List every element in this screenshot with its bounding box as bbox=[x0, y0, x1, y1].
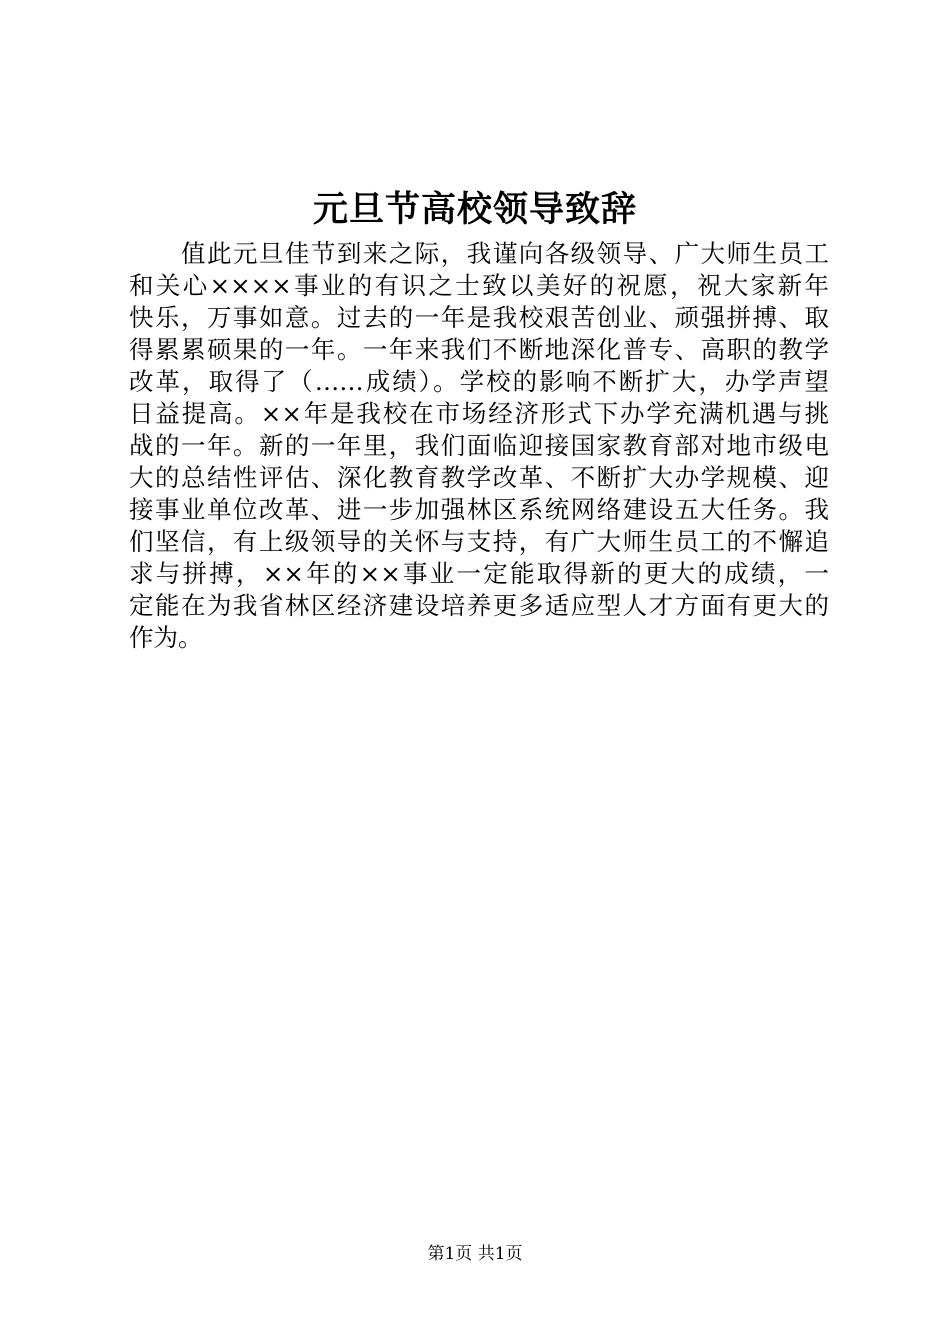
body-line: 接事业单位改革、进一步加强林区系统网络建设五大任务。我 bbox=[129, 495, 829, 524]
body-line: 战的一年。新的一年里，我们面临迎接国家教育部对地市级电 bbox=[129, 431, 829, 460]
page-footer: 第1页 共1页 bbox=[427, 1244, 523, 1264]
body-line: 日益提高。××年是我校在市场经济形式下办学充满机遇与挑 bbox=[129, 399, 829, 428]
body-line: 得累累硕果的一年。一年来我们不断地深化普专、高职的教学 bbox=[129, 335, 829, 364]
document-body bbox=[129, 238, 829, 654]
body-line: 求与拼搏，××年的××事业一定能取得新的更大的成绩，一 bbox=[129, 559, 829, 588]
body-line: 定能在为我省林区经济建设培养更多适应型人才方面有更大的 bbox=[129, 591, 829, 620]
body-line: 们坚信，有上级领导的关怀与支持，有广大师生员工的不懈追 bbox=[129, 527, 829, 556]
body-line: 值此元旦佳节到来之际，我谨向各级领导、广大师生员工 bbox=[181, 239, 829, 268]
body-line: 和关心××××事业的有识之士致以美好的祝愿，祝大家新年 bbox=[129, 271, 829, 300]
body-line: 大的总结性评估、深化教育教学改革、不断扩大办学规模、迎 bbox=[129, 463, 829, 492]
document-title: 元旦节高校领导致辞 bbox=[312, 189, 637, 230]
body-line: 快乐，万事如意。过去的一年是我校艰苦创业、顽强拼搏、取 bbox=[129, 303, 829, 332]
body-line: 改革，取得了（……成绩）。学校的影响不断扩大，办学声望 bbox=[129, 367, 829, 396]
body-line: 作为。 bbox=[129, 623, 203, 652]
